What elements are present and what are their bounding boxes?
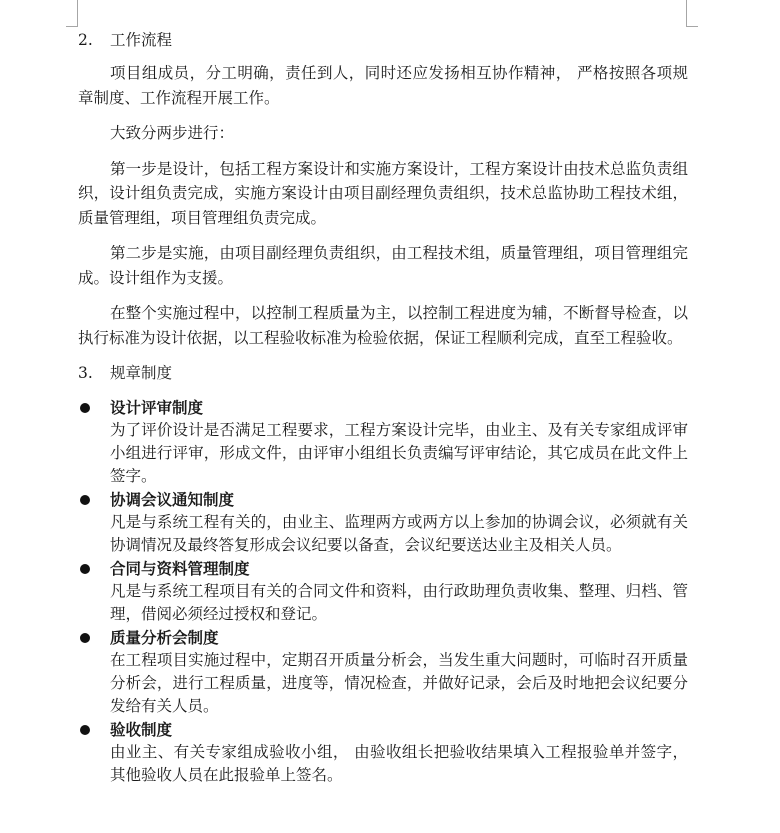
- rule-title: 验收制度: [110, 720, 173, 739]
- rule-text: 为了评价设计是否满足工程要求，工程方案设计完毕，由业主、及有关专家组成评审小组进行评审，形成文件，由评审小组组长负责编写评审结论，其它成员在此文件上签字。: [110, 421, 688, 485]
- bullet-icon: [80, 633, 90, 643]
- rule-title: 质量分析会制度: [110, 628, 219, 647]
- bullet-icon: [80, 564, 90, 574]
- rule-title: 协调会议通知制度: [110, 490, 235, 509]
- bullet-icon: [80, 495, 90, 505]
- rule-item: [78, 718, 688, 787]
- rule-text: 凡是与系统工程有关的，由业主、监理两方或两方以上参加的协调会议，必须就有关协调情况及最终答复形成会议纪要以备查，会议纪要送达业主及相关人员。: [110, 513, 688, 554]
- section-2-title: 工作流程: [110, 31, 173, 49]
- bullet-icon: [80, 403, 90, 413]
- margin-mark-left-horizontal: [66, 26, 78, 27]
- rule-text: 由业主、有关专家组成验收小组， 由验收组长把验收结果填入工程报验单并签字， 其他验收人员在此报验单上签名。: [110, 743, 688, 784]
- rule-title: 合同与资料管理制度: [110, 559, 250, 578]
- paragraph: 第一步是设计，包括工程方案设计和实施方案设计，工程方案设计由技术总监负责组织，设计组负责完成，实施方案设计由项目副经理负责组织，技术总监协助工程技术组，质量管理组，项目管理组负责完成。: [78, 159, 688, 227]
- bullet-icon: [80, 725, 90, 735]
- section-3-title: 规章制度: [110, 364, 173, 382]
- section-2-number: 2.: [78, 31, 93, 49]
- margin-mark-left-vertical: [77, 0, 78, 26]
- rule-item: [78, 626, 688, 718]
- paragraph: 在整个实施过程中，以控制工程质量为主，以控制工程进度为辅，不断督导检查，以执行标准为设计依据，以工程验收标准为检验依据，保证工程顺利完成，直至工程验收。: [78, 304, 688, 347]
- section-3-heading: [78, 361, 688, 385]
- rule-title: 设计评审制度: [110, 398, 204, 417]
- paragraph: 第二步是实施，由项目副经理负责组织，由工程技术组，质量管理组，项目管理组完成。设计组作为支援。: [78, 244, 688, 287]
- document-body: [78, 28, 688, 787]
- margin-mark-right-horizontal: [686, 26, 698, 27]
- rule-item: [78, 488, 688, 557]
- margin-mark-right-vertical: [686, 0, 687, 26]
- rule-text: 在工程项目实施过程中，定期召开质量分析会，当发生重大问题时，可临时召开质量分析会，进行工程质量，进度等，情况检查，并做好记录，会后及时地把会议纪要分发给有关人员。: [110, 651, 688, 715]
- section-2-heading: [78, 28, 688, 52]
- section-3-number: 3.: [78, 364, 93, 382]
- rule-text: 凡是与系统工程项目有关的合同文件和资料，由行政助理负责收集、整理、归档、管理，借阅必须经过授权和登记。: [110, 582, 688, 623]
- paragraph: 项目组成员，分工明确，责任到人，同时还应发扬相互协作精神， 严格按照各项规章制度、工作流程开展工作。: [78, 64, 688, 107]
- rule-item: [78, 557, 688, 626]
- rule-item: [78, 396, 688, 488]
- paragraph: 大致分两步进行：: [110, 124, 235, 142]
